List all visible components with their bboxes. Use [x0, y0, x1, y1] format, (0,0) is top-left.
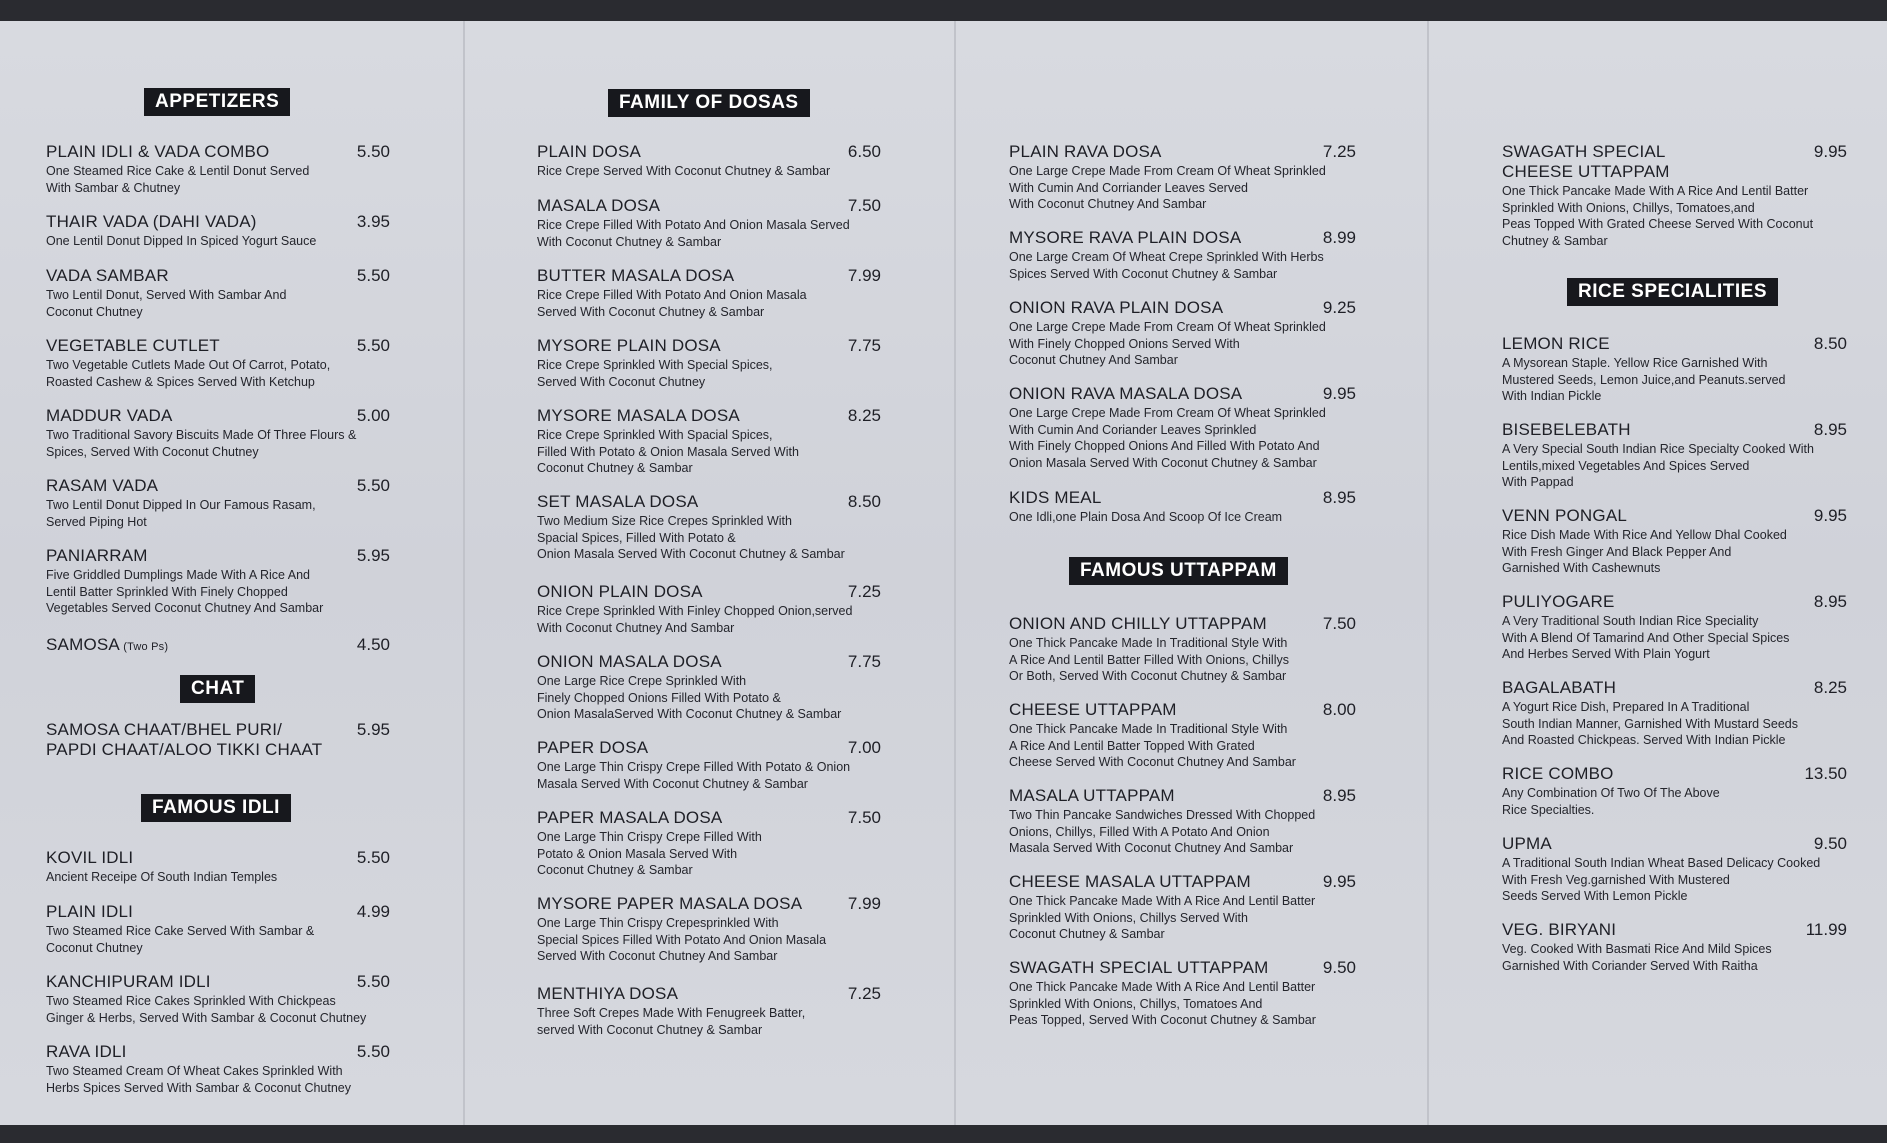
section-heading-family-of-dosas: FAMILY OF DOSAS — [608, 89, 810, 117]
menu-item-price: 11.99 — [1805, 920, 1847, 939]
menu-item-name: CHEESE MASALA UTTAPPAM — [1009, 872, 1251, 891]
menu-item-price: 5.50 — [356, 972, 390, 991]
menu-item — [1009, 872, 1356, 943]
menu-item-name: VEGETABLE CUTLET — [46, 336, 220, 355]
menu-item-price: 8.95 — [1813, 592, 1847, 611]
menu-item-name: PULIYOGARE — [1502, 592, 1615, 611]
menu-item-name: PANIARRAM — [46, 546, 148, 565]
menu-item — [46, 212, 390, 250]
menu-item-description: Five Griddled Dumplings Made With A Rice And Lentil Batter Sprinkled With Finely Chopped Vegetables Served Coconut Chutney And Sambar — [46, 568, 324, 615]
menu-item-description: Two Traditional Savory Biscuits Made Of Three Flours & Spices, Served With Coconut Chutney — [46, 428, 357, 459]
menu-item-price: 7.50 — [847, 196, 881, 215]
menu-item-name: SAMOSA CHAAT/BHEL PURI/ PAPDI CHAAT/ALOO TIKKI CHAAT — [46, 720, 323, 759]
section-heading-rice-specialities: RICE SPECIALITIES — [1567, 278, 1778, 306]
menu-item-price: 9.95 — [1813, 506, 1847, 525]
menu-item-description: A Mysorean Staple. Yellow Rice Garnished With Mustered Seeds, Lemon Juice,and Peanuts.served With Indian Pickle — [1502, 356, 1786, 403]
menu-item-description: Rice Crepe Sprinkled With Spacial Spices, Filled With Potato & Onion Masala Served With Coconut Chutney & Sambar — [537, 428, 799, 475]
menu-item — [46, 336, 390, 390]
menu-item-price: 8.50 — [847, 492, 881, 511]
menu-item — [1502, 764, 1847, 818]
menu-item-price: 5.95 — [356, 546, 390, 565]
menu-item-name: MENTHIYA DOSA — [537, 984, 679, 1003]
menu-item — [1009, 958, 1356, 1029]
menu-item-description: One Idli,one Plain Dosa And Scoop Of Ice Cream — [1009, 510, 1283, 524]
menu-item-description: One Large Crepe Made From Cream Of Wheat Sprinkled With Finely Chopped Onions Served With Coconut Chutney And Sambar — [1009, 320, 1326, 367]
menu-item — [537, 582, 881, 636]
menu-item-description: Ancient Receipe Of South Indian Temples — [46, 870, 278, 884]
menu-item-price: 7.75 — [847, 652, 881, 671]
menu-item-name: PAPER DOSA — [537, 738, 649, 757]
menu-item-name: PLAIN RAVA DOSA — [1009, 142, 1162, 161]
menu-item-name: MYSORE RAVA PLAIN DOSA — [1009, 228, 1242, 247]
menu-item-name: BUTTER MASALA DOSA — [537, 266, 735, 285]
menu-item — [46, 720, 390, 760]
menu-item — [1502, 142, 1847, 249]
menu-item — [1009, 142, 1356, 213]
menu-item — [537, 336, 881, 390]
menu-item-name: ONION RAVA MASALA DOSA — [1009, 384, 1243, 403]
menu-item-name: MADDUR VADA — [46, 406, 173, 425]
menu-item-name: MYSORE PLAIN DOSA — [537, 336, 721, 355]
menu-item-price: 4.50 — [356, 635, 390, 654]
menu-item — [537, 738, 881, 792]
menu-item-description: Veg. Cooked With Basmati Rice And Mild Spices Garnished With Coriander Served With Raitha — [1502, 942, 1772, 973]
menu-item — [46, 406, 390, 460]
menu-item-name: RASAM VADA — [46, 476, 159, 495]
fold-line — [1427, 21, 1429, 1125]
menu-item-description: Rice Dish Made With Rice And Yellow Dhal Cooked With Fresh Ginger And Black Pepper And Garnished With Cashewnuts — [1502, 528, 1787, 575]
menu-item-description: Two Medium Size Rice Crepes Sprinkled With Spacial Spices, Filled With Potato & Onion Masala Served With Coconut Chutney & Sambar — [537, 514, 845, 561]
menu-item-price: 8.95 — [1813, 420, 1847, 439]
menu-item-name: PLAIN IDLI & VADA COMBO — [46, 142, 270, 161]
menu-item-price: 7.25 — [847, 984, 881, 1003]
menu-item-name: ONION RAVA PLAIN DOSA — [1009, 298, 1224, 317]
menu-item-description: Two Steamed Rice Cakes Sprinkled With Chickpeas Ginger & Herbs, Served With Sambar & Coconut Chutney — [46, 994, 367, 1025]
menu-item — [537, 406, 881, 477]
menu-item-name: SWAGATH SPECIAL UTTAPPAM — [1009, 958, 1269, 977]
menu-item — [1502, 334, 1847, 405]
menu-item — [1502, 420, 1847, 491]
menu-item-price: 7.25 — [847, 582, 881, 601]
menu-item-description: One Large Cream Of Wheat Crepe Sprinkled With Herbs Spices Served With Coconut Chutney & Sambar — [1009, 250, 1324, 281]
menu-item-description: A Very Special South Indian Rice Specialty Cooked With Lentils,mixed Vegetables And Spices Served With Pappad — [1502, 442, 1814, 489]
menu-item-name: PAPER MASALA DOSA — [537, 808, 723, 827]
menu-item-description: One Steamed Rice Cake & Lentil Donut Served With Sambar & Chutney — [46, 164, 310, 195]
menu-item-name: ONION PLAIN DOSA — [537, 582, 703, 601]
menu-item-description: One Large Rice Crepe Sprinkled With Finely Chopped Onions Filled With Potato & Onion MasalaServed With Coconut Chutney & Sambar — [537, 674, 842, 721]
menu-item-price: 4.99 — [356, 902, 390, 921]
menu-item-description: One Thick Pancake Made With A Rice And Lentil Batter Sprinkled With Onions, Chillys, Tomatoes And Peas Topped, Served With Coconut Chutney & Sambar — [1009, 980, 1316, 1027]
menu-item-price: 7.50 — [847, 808, 881, 827]
menu-item — [46, 635, 390, 657]
menu-item — [1009, 228, 1356, 282]
menu-item-description: One Lentil Donut Dipped In Spiced Yogurt Sauce — [46, 234, 317, 248]
menu-item-name: THAIR VADA (DAHI VADA) — [46, 212, 257, 231]
section-heading-chat: CHAT — [180, 675, 255, 703]
menu-item-description: One Thick Pancake Made With A Rice And Lentil Batter Sprinkled With Onions, Chillys Served With Coconut Chutney & Sambar — [1009, 894, 1316, 941]
menu-item-description: One Large Crepe Made From Cream Of Wheat Sprinkled With Cumin And Corriander Leaves Served With Coconut Chutney And Sambar — [1009, 164, 1326, 211]
menu-item-price: 9.95 — [1813, 142, 1847, 161]
menu-item-description: One Large Thin Crispy Crepe Filled With Potato & Onion Masala Served With Coconut Chutney & Sambar — [537, 830, 762, 877]
menu-item-price: 3.95 — [356, 212, 390, 231]
menu-item-price: 7.75 — [847, 336, 881, 355]
section-heading-appetizers: APPETIZERS — [144, 88, 290, 116]
menu-item-description: Rice Crepe Sprinkled With Finley Chopped Onion,served With Coconut Chutney And Sambar — [537, 604, 853, 635]
menu-item-description: One Large Crepe Made From Cream Of Wheat Sprinkled With Cumin And Coriander Leaves Sprinkled With Finely Chopped Onions And Filled With Potato And Onion Masala Served With Coconut Chutney & Sambar — [1009, 406, 1326, 470]
menu-item-description: Two Steamed Cream Of Wheat Cakes Sprinkled With Herbs Spices Served With Sambar & Coconut Chutney — [46, 1064, 351, 1095]
menu-item-name: VADA SAMBAR — [46, 266, 169, 285]
menu-item — [1009, 488, 1356, 526]
menu-item — [46, 142, 390, 196]
fold-line — [954, 21, 956, 1125]
menu-item-price: 5.50 — [356, 142, 390, 161]
menu-item-description: Two Lentil Donut Dipped In Our Famous Rasam, Served Piping Hot — [46, 498, 316, 529]
menu-item-name: SAMOSA — [46, 635, 120, 654]
menu-item-description: A Yogurt Rice Dish, Prepared In A Traditional South Indian Manner, Garnished With Mustard Seeds And Roasted Chickpeas. Served With Indian Pickle — [1502, 700, 1798, 747]
menu-item-description: Rice Crepe Filled With Potato And Onion Masala Served With Coconut Chutney & Sambar — [537, 288, 807, 319]
menu-item-description: One Thick Pancake Made In Traditional Style With A Rice And Lentil Batter Filled With Onions, Chillys Or Both, Served With Coconut Chutney & Sambar — [1009, 636, 1289, 683]
menu-item-name: PLAIN DOSA — [537, 142, 642, 161]
menu-item-name: VENN PONGAL — [1502, 506, 1628, 525]
menu-item-name: KOVIL IDLI — [46, 848, 134, 867]
menu-item — [1502, 592, 1847, 663]
menu-item-description: Three Soft Crepes Made With Fenugreek Batter, served With Coconut Chutney & Sambar — [537, 1006, 806, 1037]
menu-item-price: 8.95 — [1322, 488, 1356, 507]
menu-item — [1502, 506, 1847, 577]
menu-item-name: KANCHIPURAM IDLI — [46, 972, 211, 991]
menu-item-price: 8.00 — [1322, 700, 1356, 719]
menu-item-name: ONION MASALA DOSA — [537, 652, 722, 671]
menu-item-description: A Very Traditional South Indian Rice Speciality With A Blend Of Tamarind And Other Special Spices And Herbes Served With Plain Yogurt — [1502, 614, 1790, 661]
top-border — [0, 0, 1887, 21]
menu-item — [46, 1042, 390, 1096]
menu-item — [537, 808, 881, 879]
menu-item — [537, 492, 881, 563]
menu-item-name: KIDS MEAL — [1009, 488, 1102, 507]
menu-item-price: 9.50 — [1322, 958, 1356, 977]
menu-item-description: Two Steamed Rice Cake Served With Sambar & Coconut Chutney — [46, 924, 315, 955]
menu-item-price: 9.95 — [1322, 384, 1356, 403]
menu-item-price: 8.50 — [1813, 334, 1847, 353]
menu-item — [46, 848, 390, 886]
menu-item — [1009, 700, 1356, 771]
menu-item-description: One Thick Pancake Made With A Rice And Lentil Batter Sprinkled With Onions, Chillys, Tomatoes,and Peas Topped With Grated Cheese Served With Coconut Chutney & Sambar — [1502, 184, 1814, 248]
menu-item-name: SET MASALA DOSA — [537, 492, 699, 511]
menu-item-name: MYSORE MASALA DOSA — [537, 406, 740, 425]
menu-item-description: Two Lentil Donut, Served With Sambar And Coconut Chutney — [46, 288, 287, 319]
menu-item-name: MASALA DOSA — [537, 196, 661, 215]
menu-item — [1502, 678, 1847, 749]
menu-item-name: BAGALABATH — [1502, 678, 1617, 697]
menu-item-name: UPMA — [1502, 834, 1552, 853]
menu-item-note: (Two Ps) — [119, 641, 169, 653]
menu-item-price: 5.00 — [356, 406, 390, 425]
menu-item-price: 7.25 — [1322, 142, 1356, 161]
menu-item-price: 5.50 — [356, 1042, 390, 1061]
menu-item — [46, 972, 390, 1026]
menu-item-name: CHEESE UTTAPPAM — [1009, 700, 1177, 719]
menu-item — [537, 894, 881, 965]
menu-item — [537, 196, 881, 250]
menu-item-name: ONION AND CHILLY UTTAPPAM — [1009, 614, 1267, 633]
menu-item — [46, 476, 390, 530]
menu-item — [1009, 614, 1356, 685]
menu-item-price: 9.50 — [1813, 834, 1847, 853]
menu-item — [1009, 298, 1356, 369]
menu-item — [1009, 786, 1356, 857]
menu-item — [1502, 920, 1847, 974]
menu-item-price: 8.99 — [1322, 228, 1356, 247]
menu-item-price: 6.50 — [847, 142, 881, 161]
menu-item-name: RAVA IDLI — [46, 1042, 127, 1061]
menu-item — [46, 902, 390, 956]
menu-item-price: 5.50 — [356, 266, 390, 285]
menu-item-price: 7.50 — [1322, 614, 1356, 633]
menu-item-price: 7.99 — [847, 894, 881, 913]
menu-item-description: Rice Crepe Filled With Potato And Onion Masala Served With Coconut Chutney & Sambar — [537, 218, 850, 249]
menu-item-description: Two Vegetable Cutlets Made Out Of Carrot, Potato, Roasted Cashew & Spices Served With Ketchup — [46, 358, 331, 389]
section-heading-famous-uttappam: FAMOUS UTTAPPAM — [1069, 557, 1288, 585]
menu-item — [537, 984, 881, 1038]
menu-item-description: A Traditional South Indian Wheat Based Delicacy Cooked With Fresh Veg.garnished With Mustered Seeds Served With Lemon Pickle — [1502, 856, 1821, 903]
menu-item — [537, 142, 881, 180]
menu-item-description: Rice Crepe Sprinkled With Special Spices, Served With Coconut Chutney — [537, 358, 773, 389]
menu-item-description: Any Combination Of Two Of The Above Rice Specialties. — [1502, 786, 1720, 817]
menu-item-price: 7.00 — [847, 738, 881, 757]
menu-item-name: PLAIN IDLI — [46, 902, 134, 921]
menu-item — [1009, 384, 1356, 471]
menu-item-description: One Thick Pancake Made In Traditional Style With A Rice And Lentil Batter Topped With Grated Cheese Served With Coconut Chutney And Sambar — [1009, 722, 1296, 769]
menu-item-name: BISEBELEBATH — [1502, 420, 1631, 439]
section-heading-famous-idli: FAMOUS IDLI — [141, 794, 291, 822]
menu-item-name: VEG. BIRYANI — [1502, 920, 1617, 939]
menu-item-price: 5.50 — [356, 476, 390, 495]
menu-item-price: 8.95 — [1322, 786, 1356, 805]
menu-item-description: Two Thin Pancake Sandwiches Dressed With Chopped Onions, Chillys, Filled With A Potato And Onion Masala Served With Coconut Chutney And Sambar — [1009, 808, 1316, 855]
menu-item — [537, 652, 881, 723]
menu-item-price: 5.95 — [356, 720, 390, 739]
menu-item-price: 9.25 — [1322, 298, 1356, 317]
menu-item — [46, 266, 390, 320]
menu-item-price: 8.25 — [1813, 678, 1847, 697]
menu-item — [1502, 834, 1847, 905]
menu-item-price: 9.95 — [1322, 872, 1356, 891]
menu-item-description: Rice Crepe Served With Coconut Chutney & Sambar — [537, 164, 831, 178]
menu-item-name: LEMON RICE — [1502, 334, 1610, 353]
bottom-border — [0, 1125, 1887, 1143]
menu-item-price: 5.50 — [356, 848, 390, 867]
menu-item-price: 13.50 — [1804, 764, 1847, 783]
menu-item — [537, 266, 881, 320]
menu-item-name: RICE COMBO — [1502, 764, 1614, 783]
menu-item-description: One Large Thin Crispy Crepesprinkled With Special Spices Filled With Potato And Onion Masala Served With Coconut Chutney And Sambar — [537, 916, 827, 963]
menu-item-name: MYSORE PAPER MASALA DOSA — [537, 894, 803, 913]
menu-item-price: 5.50 — [356, 336, 390, 355]
menu-item-name: SWAGATH SPECIAL CHEESE UTTAPPAM — [1502, 142, 1670, 181]
menu-item-price: 7.99 — [847, 266, 881, 285]
menu-item-description: One Large Thin Crispy Crepe Filled With Potato & Onion Masala Served With Coconut Chutney & Sambar — [537, 760, 851, 791]
menu-item — [46, 546, 390, 617]
menu-item-price: 8.25 — [847, 406, 881, 425]
fold-line — [463, 21, 465, 1125]
menu-item-name: MASALA UTTAPPAM — [1009, 786, 1175, 805]
